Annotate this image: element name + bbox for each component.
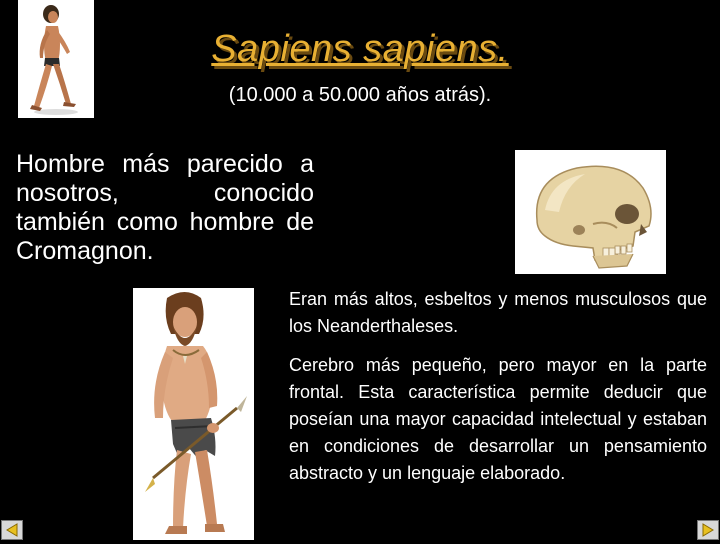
slide-subtitle: (10.000 a 50.000 años atrás). xyxy=(228,84,492,106)
next-slide-button[interactable] xyxy=(697,520,719,540)
slide-title: Sapiens sapiens. xyxy=(211,28,509,70)
intro-text: Hombre más parecido a nosotros, conocido también como hombre de Cromagnon. xyxy=(16,150,314,265)
paragraph-height: Eran más altos, esbeltos y menos musculosos que los Neanderthaleses. xyxy=(289,289,707,336)
previous-slide-button[interactable] xyxy=(1,520,23,540)
paragraph-brain: Cerebro más pequeño, pero mayor en la parte frontal. Esta característica permite deducir que poseían una mayor capacidad intelectual y estaban en condiciones de desarrollar un pensamiento abstracto y un lenguaje elaborado. xyxy=(289,355,707,483)
cromagnon-man-illustration xyxy=(133,288,254,540)
skull-image xyxy=(515,150,666,274)
walking-hominid-image xyxy=(18,0,94,118)
caveman-image xyxy=(133,288,254,540)
walking-hominid-illustration xyxy=(18,0,94,118)
human-skull-illustration xyxy=(515,150,666,274)
arrow-left-icon xyxy=(2,521,22,539)
arrow-right-icon xyxy=(698,521,718,539)
